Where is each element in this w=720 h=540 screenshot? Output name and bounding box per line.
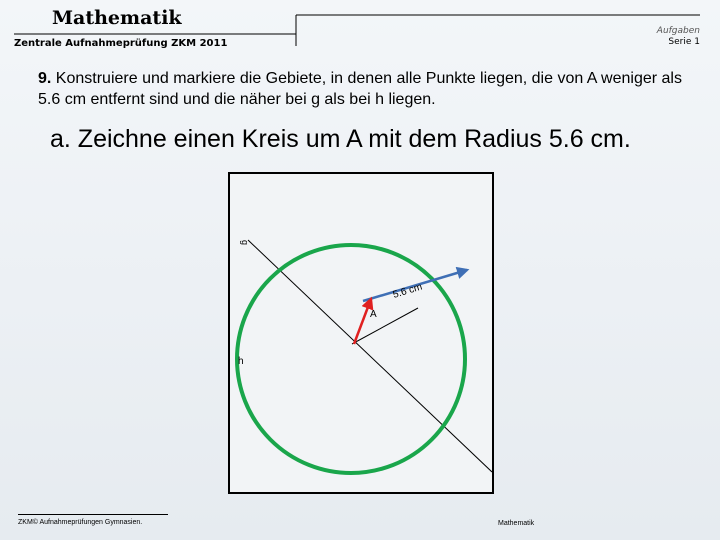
label-radius: 5.6 cm	[391, 281, 424, 301]
exam-subtitle: Zentrale Aufnahmeprüfung ZKM 2011	[14, 38, 228, 49]
step-instruction: a. Zeichne einen Kreis um A mit dem Radius 5.6 cm.	[50, 125, 631, 153]
task-statement	[38, 68, 698, 110]
series-label-line2: Serie 1	[668, 37, 700, 47]
header-lines	[0, 0, 720, 60]
series-label	[657, 26, 700, 48]
label-A: A	[370, 309, 377, 320]
label-h: h	[238, 356, 244, 367]
page-title: Mathematik	[52, 7, 182, 29]
series-label-line1: Aufgaben	[656, 26, 700, 36]
line-g	[248, 240, 492, 472]
label-g: g	[240, 240, 250, 246]
footer-subject: Mathematik	[498, 520, 535, 527]
circle-around-A	[237, 245, 465, 473]
task-number: 9.	[38, 70, 52, 87]
footer-copyright: ZKM© Aufnahmeprüfungen Gymnasien.	[18, 514, 168, 526]
task-text: Konstruiere und markiere die Gebiete, in denen alle Punkte liegen, die von A weniger als 5.6 cm entfernt sind und die näher bei g als bei h liegen.	[38, 70, 682, 108]
construction-canvas	[228, 172, 494, 494]
red-vector-arrow	[354, 299, 371, 344]
construction-svg	[230, 174, 492, 492]
